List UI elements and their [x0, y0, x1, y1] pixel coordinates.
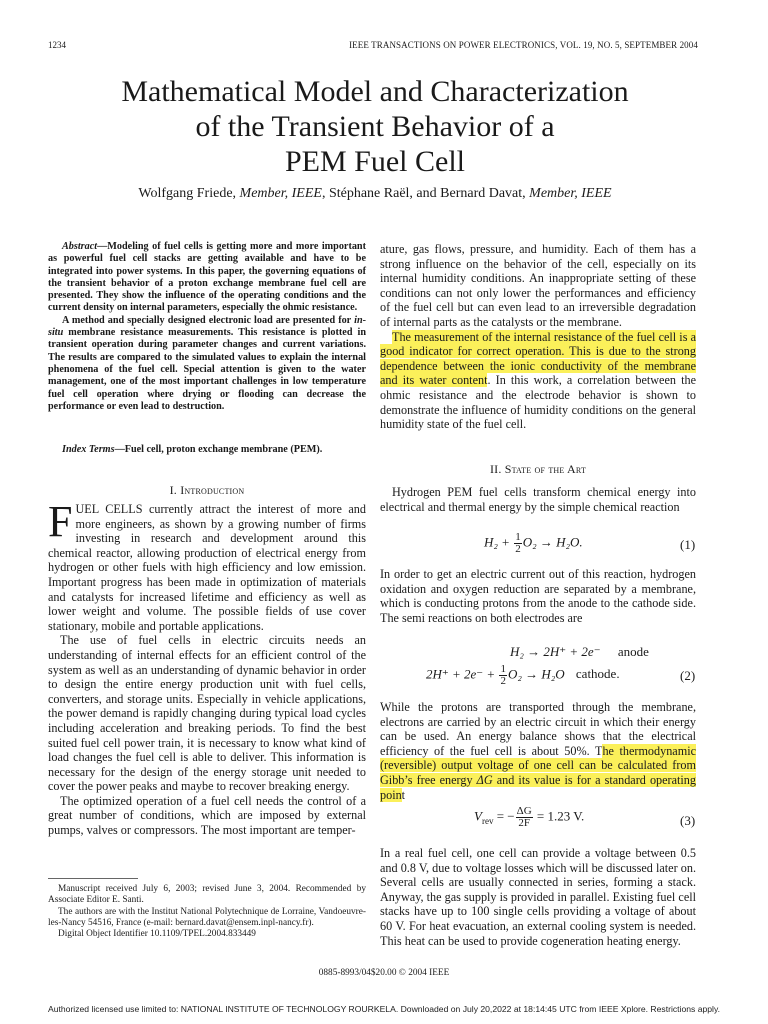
sota-p3-post: t — [401, 787, 406, 802]
abstract-p2: A method and specially designed electronic load are presented for — [62, 314, 355, 326]
eq2a-text: H₂ → 2H⁺ + 2e⁻ — [510, 644, 601, 659]
eq2b-frac-top: 1 — [500, 663, 506, 675]
equation-3 — [474, 806, 584, 829]
author-name: Stéphane Raël, and Bernard Davat — [328, 186, 523, 201]
sota-p3 — [380, 700, 696, 802]
eq2a-label: anode — [617, 644, 649, 659]
index-terms: Index Terms—Fuel cell, proton exchange membrane (PEM). — [62, 444, 323, 455]
index-terms-label: Index Terms — [62, 444, 115, 455]
eq3-eq: = − — [493, 808, 515, 824]
eq2b-frac-bot: 2 — [500, 675, 506, 687]
eq1-frac-top: 1 — [515, 531, 521, 543]
equation-2b — [426, 664, 620, 687]
author-role: Member, IEEE — [239, 186, 322, 201]
eq3-lhs: V — [474, 808, 482, 824]
eq3-frac-bot: 2F — [518, 817, 530, 829]
sota-p1 — [380, 485, 696, 514]
equation-1-number — [680, 537, 695, 553]
abstract: Abstract—Modeling of fuel cells is getting more and more important as powerful fuel cell stacks are getting available and have to be integrated into power systems. In this paper, the governing equations of the transient behavior of a proton exchange membrane fuel cell are presented. They show the influence of the operating conditions and the current density on internal parameters, especially the ohmic resistance. A method and specially designed electronic load are presented for in-situ membrane resistance measurements. This resistance is plotted in transient operation during parameter changes and current variations. The results are compared to the simulated values to explain the internal phenomena of the fuel cell. Special attention is given to the water management, one of the most important challenges in low temperature fuel cell operation where drying or flooding can decrease the performance or even lead to destruction. — [48, 241, 366, 412]
authors: Wolfgang Friede, Member, IEEE, Stéphane Raël, and Bernard Davat, Member, IEEE — [138, 186, 612, 201]
equation-2a — [510, 644, 649, 660]
footnotes — [48, 884, 366, 940]
footnote: Manuscript received July 6, 2003; revised June 3, 2004. Recommended by Associate Editor E. Santi. — [48, 884, 366, 906]
right-p1: ature, gas flows, pressure, and humidity. Each of them has a strong influence on the behavior of the cell, especially on its internal humidity conditions. An inappropriate setting of these conditions can not only lower the performances and efficiency of the fuel cell but can even lead to an irreversible degradation of internal parts as the catalysts or the membrane. — [380, 242, 696, 329]
footnote: The authors are with the Institut National Polytechnique de Lorraine, Vandoeuvre-les-Nancy 54516, France (e-mail: bernard.davat@ensem.inpl-nancy.fr). — [48, 906, 366, 928]
sota-p3-pre: While the protons are transported through the membrane, electrons are carried by an electric circuit in which their energy can be used. An energy balance shows that the electrical efficiency of the fuel cell is about 50%. T — [380, 700, 696, 758]
sota-paragraph: In order to get an electric current out of this reaction, hydrogen oxidation and oxygen reduction are separated by a membrane, which is conducting protons from the anode to the cathode side. The semi reactions on both electrodes are — [380, 567, 696, 625]
paper-title — [60, 74, 690, 179]
footnote-rule — [48, 878, 138, 879]
copyright: 0885-8993/04$20.00 © 2004 IEEE — [318, 968, 450, 978]
footnote: Digital Object Identifier 10.1109/TPEL.2004.833449 — [58, 929, 256, 940]
title-line: PEM Fuel Cell — [284, 145, 465, 178]
equation-3-number — [680, 813, 695, 829]
abstract-p1: Modeling of fuel cells is getting more and more important as powerful fuel cell stacks are getting available and have to be integrated into power systems. In this paper, the governing equations of the transient behavior of a proton exchange membrane fuel cell are presented. They show the influence of the operating conditions and the current density on internal parameters, especially the ohmic resistance. — [48, 241, 366, 314]
intro-p3: The optimized operation of a fuel cell needs the control of a great number of conditions, which are imposed by external pumps, valves or compressors. The most important are temper- — [48, 793, 366, 838]
dropcap: F — [48, 497, 73, 546]
section-heading-sota: II. State of the Art — [489, 462, 587, 476]
index-terms-text: Fuel cell, proton exchange membrane (PEM). — [124, 444, 323, 455]
intro-lead: UEL CELLS — [75, 502, 143, 516]
sota-paragraph: Hydrogen PEM fuel cells transform chemical energy into electrical and thermal energy by the simple chemical reaction — [380, 485, 696, 514]
sota-paragraph: In a real fuel cell, one cell can provide a voltage between 0.5 and 0.8 V, due to voltage losses which will be discussed later on. Several cells are usually connected in series, forming a stack. Anyway, the gas supply is provided in parallel. Existing fuel cell stacks have up to 100 single cells providing a voltage of about 60 V. For heat evacuation, an external cooling system is needed. This heat can be used to provide cogeneration heating energy. — [380, 846, 696, 948]
highlighted-text: The measurement of the internal resistance of the fuel cell is a good indicator for correct operation. This is due to the strong dependence between the ionic conductivity of the membrane and its water content — [380, 329, 696, 388]
abstract-p2-cont: membrane resistance measurements. This resistance is plotted in transient operation during parameter changes and current variations. The results are compared to the simulated values to explain the internal phenomena of the fuel cell. Special attention is given to the water management, one of the most important challenges in low temperature fuel cell operation where drying or flooding can decrease the performance or even lead to destruction. — [48, 327, 366, 412]
intro-p2: The use of fuel cells in electric circuits needs an understanding of internal effects for an efficient control of the system as well as an understanding of dynamic behavior in order to design the entire energy production unit with fuel cells, converters, and storage units. Especially in vehicle applications, the power demand is rapidly changing during typical load cycles including acceleration and breaking periods. To find the best suited fuel cell power train, it is necessary to know what kind of load changes the fuel cell is able to deliver. This information is necessary for the design of the energy storage unit needed to cover the power peaks and maybe to recover breaking energy. — [48, 633, 366, 794]
title-line: of the Transient Behavior of a — [195, 110, 555, 143]
eq1-lhs: H₂ + — [484, 534, 514, 550]
author-role: Member, IEEE — [529, 186, 612, 201]
eq3-num: (3) — [680, 813, 696, 828]
abstract-italic: in-situ — [48, 314, 366, 339]
page-number: 1234 — [48, 40, 66, 50]
right-p2-rest: . In this work, a correlation between the ohmic resistance and the electrode behavior is shown to demonstrate the influence of humidity conditions on the general humidity state of the fuel cell. — [380, 373, 696, 432]
sota-p2 — [380, 567, 696, 625]
equation-1 — [484, 532, 583, 555]
journal-header: IEEE TRANSACTIONS ON POWER ELECTRONICS, VOL. 19, NO. 5, SEPTEMBER 2004 — [349, 40, 698, 50]
section-heading-intro: I. Introduction — [169, 483, 245, 497]
delta-g-symbol: ΔG — [476, 772, 493, 787]
abstract-label: Abstract — [62, 241, 98, 252]
eq3-frac-top: ΔG — [516, 805, 532, 817]
intro-p1: currently attract the interest of more and more engineers, as shown by a growing number of firms investing in research and development around this chemical reactor, allowing production of electrical energy from hydrogen or other fuels with high efficiency and low emission. Important progress has been made in optimization of materials and catalysts for increased lifetime and efficiency as well as lower weight and volume. The possible fields of use cover stationary, mobile and portable applications. — [48, 502, 366, 633]
highlighted-text: and its value is for a standard operating poin — [380, 772, 696, 802]
eq1-rhs: O₂ → H₂O. — [522, 534, 583, 550]
eq2b-lhs: 2H⁺ + 2e⁻ + — [426, 666, 499, 682]
equation-2-number — [680, 668, 695, 684]
eq1-num: (1) — [680, 537, 696, 552]
author-name: Wolfgang Friede — [138, 186, 233, 201]
eq2-num: (2) — [680, 668, 696, 683]
intro-body — [48, 497, 366, 838]
eq3-rhs: = 1.23 V. — [533, 808, 585, 824]
sota-p4 — [380, 846, 696, 948]
right-column-top — [380, 242, 696, 432]
eq2b-label: cathode. — [575, 666, 620, 682]
highlighted-text: he thermodynamic (reversible) output voltage of one cell can be calculated from Gibb’s free energy — [380, 743, 696, 787]
license-notice: Authorized licensed use limited to: NATIONAL INSTITUTE OF TECHNOLOGY ROURKELA. Downloaded on July 20,2022 at 18:14:45 UTC from IEEE Xplore. Restrictions apply. — [47, 1004, 721, 1014]
eq2b-rhs: O₂ → H₂O — [507, 666, 565, 682]
eq3-sub: rev — [481, 816, 494, 827]
title-line: Mathematical Model and Characterization — [121, 75, 629, 108]
eq1-frac-bot: 2 — [515, 543, 521, 555]
